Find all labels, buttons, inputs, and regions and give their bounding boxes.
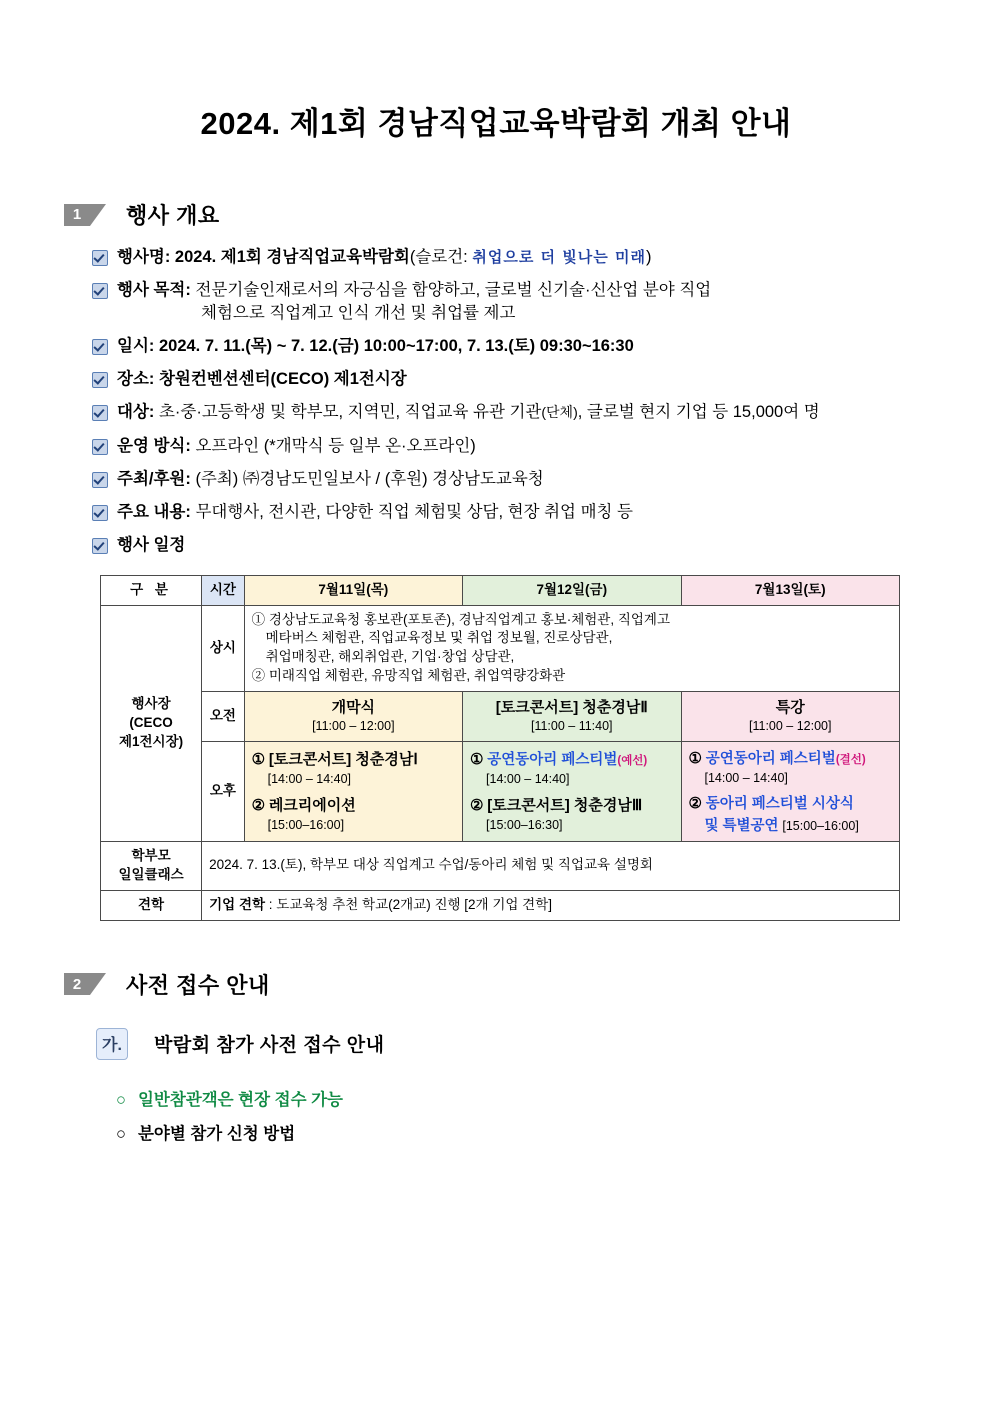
table-row	[101, 741, 900, 841]
list-item	[116, 1086, 928, 1110]
event-entry	[470, 749, 673, 770]
item-label: 주최/후원:	[117, 469, 191, 488]
list-item	[92, 401, 928, 423]
section-title-1: 행사 개요	[126, 203, 220, 228]
note-text: 일반참관객은 현장 접수 가능	[137, 1090, 343, 1109]
list-item	[92, 468, 928, 490]
event-entry-line2	[689, 816, 893, 836]
item-label: 행사 일정	[117, 536, 186, 555]
list-item	[92, 246, 928, 268]
event-time: [11:00 – 12:00]	[749, 719, 832, 734]
bullet-circle-icon: ○	[116, 1124, 126, 1143]
note-text: 분야별 참가 신청 방법	[137, 1124, 296, 1143]
item-label: 대상:	[117, 403, 155, 422]
row-label-morning: 오전	[202, 692, 244, 742]
header-day2: 7월12일(금)	[463, 575, 681, 605]
item-value: 오프라인 (*개막식 등 일부 온·오프라인)	[195, 436, 476, 455]
item-suffix: (슬로건:	[409, 248, 468, 266]
event-number: ②	[251, 796, 266, 814]
subsection-title: 박람회 참가 사전 접수 안내	[154, 1035, 385, 1057]
item-value: 전문기술인재로서의 자긍심을 함양하고, 글로벌 신기술·신산업 분야 직업	[195, 281, 712, 300]
table-row	[101, 575, 900, 605]
check-icon	[92, 472, 108, 488]
slogan-handwriting: 취업으로 더 빛나는 미래	[472, 248, 646, 266]
list-item	[92, 534, 928, 556]
header-gubun: 구 분	[101, 575, 202, 605]
event-time: [11:00 – 11:40]	[530, 719, 613, 734]
event-entry	[689, 748, 893, 769]
item-label: 운영 방식:	[117, 436, 191, 455]
always-line-1: ① 경상남도교육청 홍보관(포토존), 경남직업계고 홍보·체험관, 직업계고	[251, 611, 670, 627]
item-value-line2: 체험으로 직업계고 인식 개선 및 취업률 제고	[201, 303, 516, 322]
list-item	[92, 501, 928, 523]
item-value: 초·중·고등학생 및 학부모, 지역민, 직업교육 유관 기관	[158, 403, 542, 422]
item-value-note: (단체)	[541, 404, 578, 421]
event-title: [토크콘서트] 청춘경남Ⅰ	[268, 751, 418, 769]
event-number: ①	[470, 751, 484, 769]
registration-notes	[116, 1086, 928, 1144]
table-row	[101, 605, 900, 692]
event-number: ②	[470, 796, 484, 814]
event-entry	[689, 793, 893, 814]
item-label: 행사 목적:	[117, 281, 191, 300]
venue-line-2: (CECO	[129, 714, 173, 730]
header-time: 시간	[202, 575, 244, 605]
subsection-marker: 가.	[96, 1028, 128, 1060]
morning-day2	[463, 692, 681, 742]
tour-content-rest: : 도교육청 추천 학교(2개교) 진행 [2개 기업 견학]	[265, 896, 553, 912]
event-entry	[252, 749, 455, 770]
morning-day1	[244, 692, 462, 742]
schedule-table	[100, 575, 900, 921]
always-line-2: 메타버스 체험관, 직업교육정보 및 취업 정보월, 진로상담관,	[265, 630, 613, 646]
list-item	[92, 335, 928, 357]
check-icon	[92, 538, 108, 554]
event-time: [15:00–16:00]	[267, 817, 345, 832]
check-icon	[92, 339, 108, 355]
morning-day3	[681, 692, 900, 742]
tour-content-bold: 기업 견학	[209, 896, 266, 912]
check-icon	[92, 250, 108, 266]
item-label: 장소:	[117, 370, 155, 389]
event-title: [토크콘서트] 청춘경남Ⅱ	[495, 699, 648, 717]
row-label-always: 상시	[202, 605, 244, 692]
parent-class-label-line2: 일일클래스	[118, 866, 184, 882]
event-title: 개막식	[331, 699, 376, 717]
parent-class-label	[101, 842, 202, 891]
bullet-circle-icon: ○	[116, 1090, 126, 1109]
header-day1: 7월11일(목)	[244, 575, 462, 605]
venue-label	[101, 605, 202, 841]
item-value-tail: , 글로벌 현지 기업 등 15,000여 명	[577, 403, 820, 422]
list-item	[116, 1120, 928, 1144]
check-icon	[92, 439, 108, 455]
list-item	[92, 279, 928, 324]
afternoon-day3	[681, 741, 900, 841]
row-label-afternoon: 오후	[202, 741, 244, 841]
afternoon-day1	[244, 741, 462, 841]
event-badge: (결선)	[835, 753, 866, 766]
tour-label: 견학	[101, 890, 202, 920]
event-number: ①	[688, 749, 702, 767]
event-title: [토크콘서트] 청춘경남Ⅲ	[487, 796, 643, 814]
section-title-2: 사전 접수 안내	[126, 972, 270, 998]
item-suffix-end: )	[645, 248, 652, 266]
always-line-3: 취업매칭관, 해외취업관, 기업·창업 상담관,	[265, 649, 515, 665]
check-icon	[92, 283, 108, 299]
item-label: 행사명:	[117, 248, 171, 266]
event-title: 공연동아리 페스티벌	[705, 750, 836, 767]
event-time: [14:00 – 14:40]	[704, 770, 788, 785]
event-title: 레크리에이션	[268, 796, 356, 814]
section-header-1	[64, 199, 928, 230]
section-number-2: 2	[64, 973, 90, 995]
parent-class-label-line1: 학부모	[131, 848, 171, 863]
check-icon	[92, 372, 108, 388]
header-day3: 7월13일(토)	[681, 575, 900, 605]
event-number: ①	[251, 751, 266, 769]
event-title: 동아리 페스티벌 시상식	[705, 796, 854, 813]
event-title: 공연동아리 페스티벌	[487, 752, 618, 769]
venue-line-1: 행사장	[131, 695, 171, 711]
event-title-line2: 및 특별공연	[704, 817, 779, 834]
section-number-1: 1	[64, 204, 90, 226]
item-value: 2024. 제1회 경남직업교육박람회	[174, 248, 410, 266]
subsection-ga	[96, 1028, 928, 1060]
event-entry	[252, 795, 455, 816]
item-label: 일시:	[117, 336, 155, 355]
event-time: [15:00–16:30]	[486, 817, 563, 832]
parent-class-content: 2024. 7. 13.(토), 학부모 대상 직업계고 수업/동아리 체험 및 직업교육 설명회	[202, 842, 900, 891]
event-time: [14:00 – 14:40]	[486, 772, 570, 787]
item-label: 주요 내용:	[117, 503, 191, 522]
always-programs	[244, 605, 899, 692]
list-item	[92, 368, 928, 390]
section-header-2	[64, 969, 928, 1000]
item-value: (주최) ㈜경남도민일보사 / (후원) 경상남도교육청	[195, 469, 544, 488]
check-icon	[92, 505, 108, 521]
event-overview-list	[64, 246, 928, 557]
check-icon	[92, 405, 108, 421]
event-title: 특강	[775, 699, 805, 717]
event-time: [11:00 – 12:00]	[312, 719, 395, 734]
event-time: [15:00–16:00]	[782, 818, 859, 833]
event-number: ②	[688, 795, 702, 813]
event-time: [14:00 – 14:40]	[267, 772, 351, 787]
item-value: 창원컨벤션센터(CECO) 제1전시장	[158, 370, 407, 389]
page-title: 2024. 제1회 경남직업교육박람회 개최 안내	[200, 106, 792, 141]
item-value: 2024. 7. 11.(목) ~ 7. 12.(금) 10:00~17:00, 7. 13.(토) 09:30~16:30	[158, 336, 634, 355]
tour-content	[202, 890, 900, 920]
event-entry	[470, 795, 673, 816]
list-item	[92, 435, 928, 457]
event-badge: (예선)	[617, 755, 648, 768]
afternoon-day2	[463, 741, 681, 841]
table-row	[101, 890, 900, 920]
venue-line-3: 제1전시장)	[118, 733, 184, 749]
item-value: 무대행사, 전시관, 다양한 직업 체험및 상담, 현장 취업 매칭 등	[195, 503, 633, 522]
table-row	[101, 842, 900, 891]
always-line-4: ② 미래직업 체험관, 유망직업 체험관, 취업역량강화관	[251, 668, 566, 684]
table-row	[101, 692, 900, 742]
